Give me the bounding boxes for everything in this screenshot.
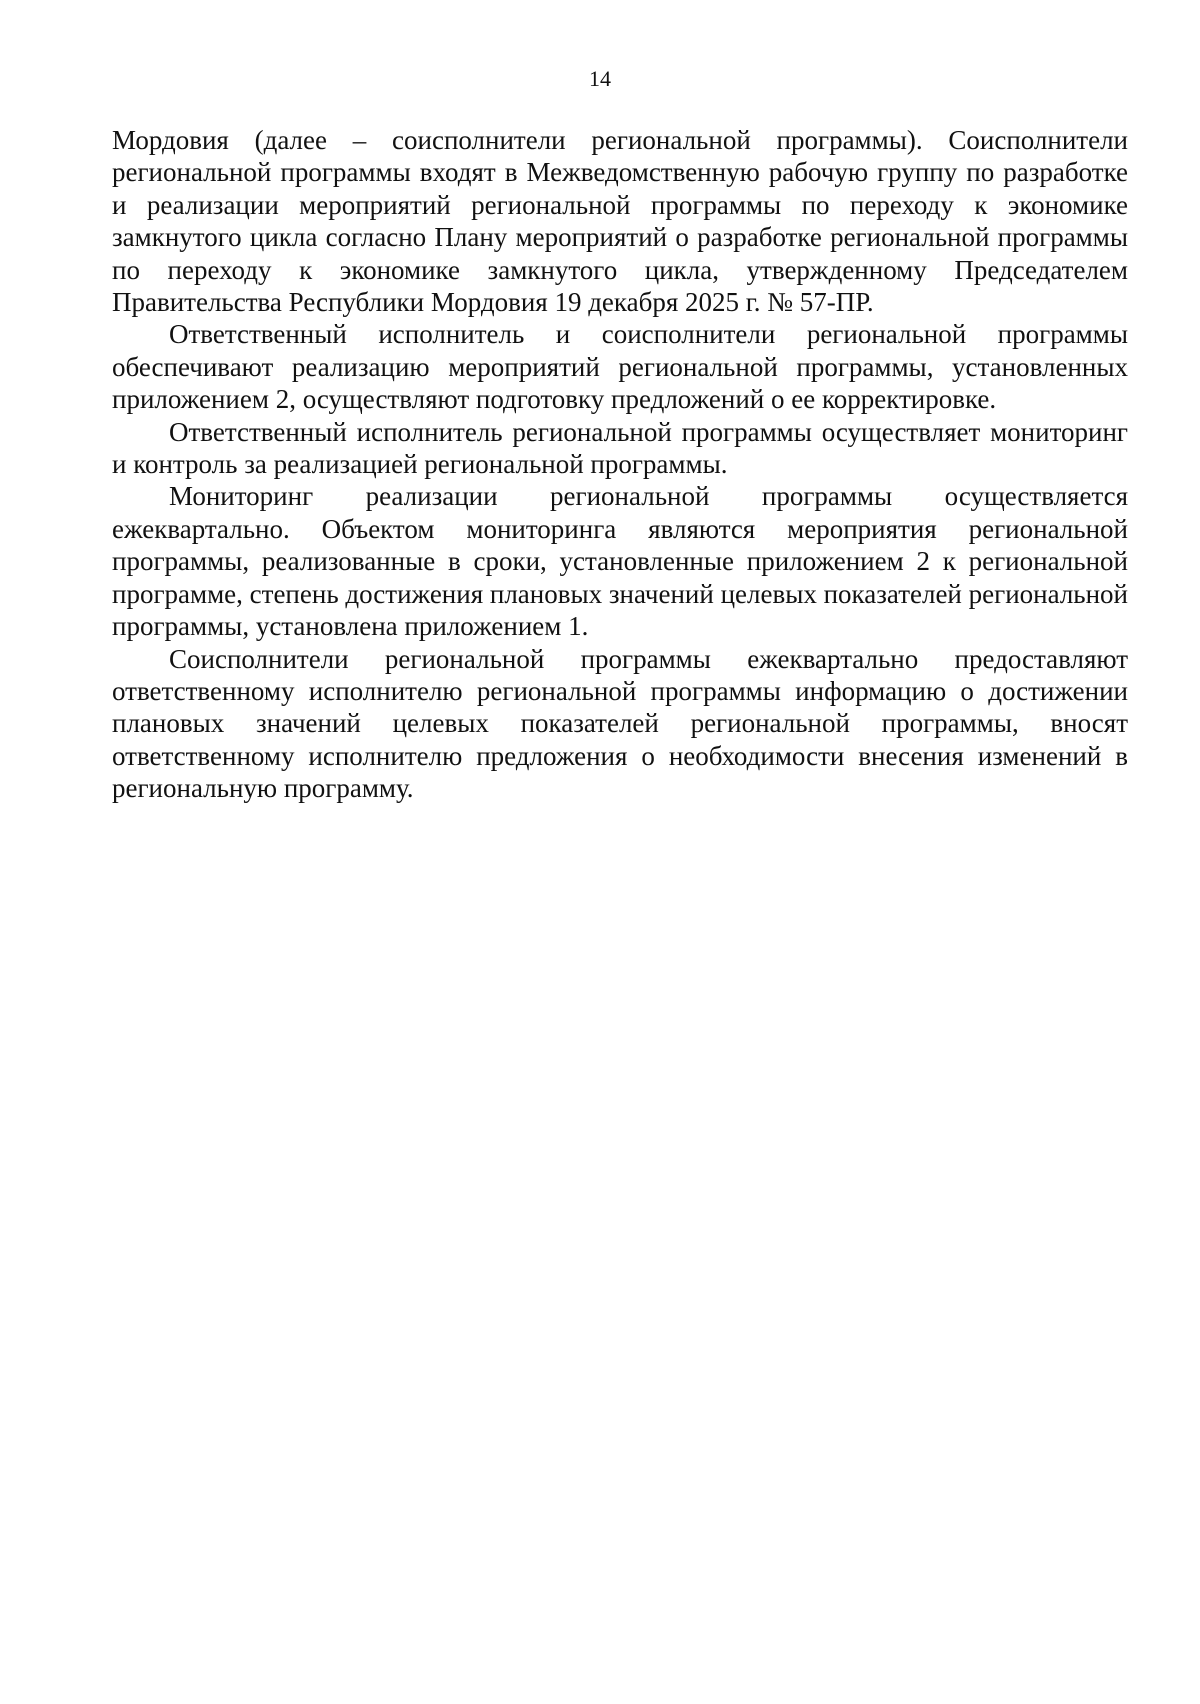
- paragraph: Мониторинг реализации региональной программы осуществляется ежеквартально. Объектом мониторинга являются мероприятия региональной программы, реализованные в сроки, установленные приложением 2 к региональной программе, степень достижения плановых значений целевых показателей региональной программы, установлена приложением 1.: [112, 481, 1128, 642]
- paragraph: Ответственный исполнитель региональной программы осуществляет мониторинг и контроль за реализацией региональной программы.: [112, 416, 1128, 480]
- page-number: 14: [589, 66, 611, 91]
- paragraph: Соисполнители региональной программы ежеквартально предоставляют ответственному исполнителю региональной программы информацию о достижении плановых значений целевых показателей региональной программы, вносят ответственному исполнителю предложения о необходимости внесения изменений в региональную программу.: [112, 643, 1128, 804]
- paragraph: Ответственный исполнитель и соисполнители региональной программы обеспечивают реализацию мероприятий региональной программы, установленных приложением 2, осуществляют подготовку предложений о ее корректировке.: [112, 319, 1128, 415]
- paragraph-continuation: Мордовия (далее – соисполнители региональной программы). Соисполнители региональной программы входят в Межведомственную рабочую группу по разработке и реализации мероприятий региональной программы по переходу к экономике замкнутого цикла согласно Плану мероприятий о разработке региональной программы по переходу к экономике замкнутого цикла, утвержденному Председателем Правительства Республики Мордовия 19 декабря 2025 г. № 57-ПР.: [112, 125, 1128, 318]
- document-body: [112, 124, 1128, 805]
